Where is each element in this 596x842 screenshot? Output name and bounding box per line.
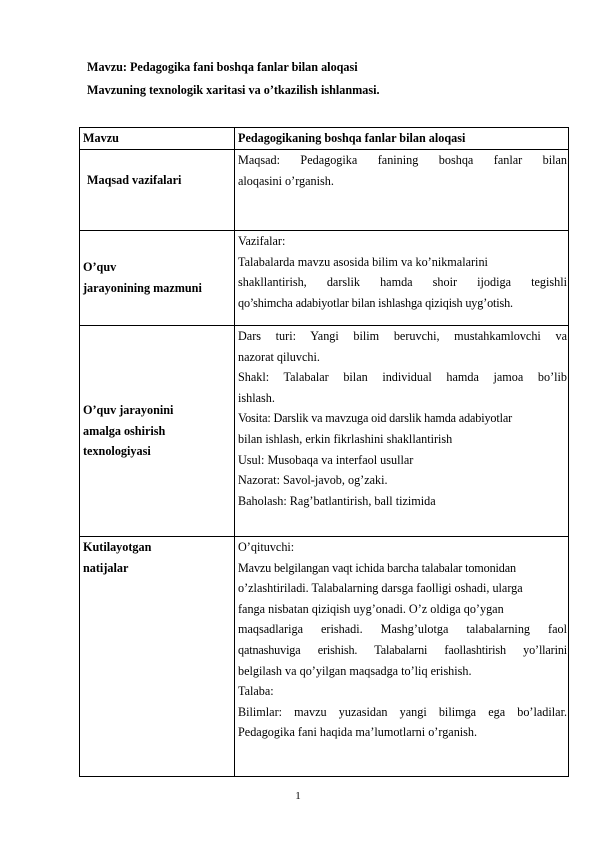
content-label bbox=[80, 231, 235, 326]
technology-cell bbox=[235, 326, 569, 537]
content-line-2: Talabalarda mavzu asosida bilim va ko’nikmalarini bbox=[238, 254, 488, 269]
results-line-4: fanga nisbatan qiziqish uyg’onadi. O’z oldiga qo’ygan bbox=[238, 601, 504, 616]
content-line-4: qo’shimcha adabiyotlar bilan ishlashga qiziqish uyg’otish. bbox=[238, 295, 513, 310]
content-line-3: shakllantirish, darslik hamda shoir ijodiga tegishli bbox=[238, 275, 567, 290]
results-label bbox=[80, 537, 235, 777]
topic-label: Mavzu bbox=[80, 128, 235, 150]
table-row-results bbox=[80, 537, 569, 777]
technology-label-line-1: O’quv jarayonini bbox=[83, 403, 174, 418]
goal-cell bbox=[235, 150, 569, 231]
technology-label-line-3: texnologiyasi bbox=[83, 444, 151, 459]
goal-label-text: Maqsad vazifalari bbox=[87, 172, 182, 187]
content-label-line-1: O’quv bbox=[83, 260, 117, 275]
results-line-8: Talaba: bbox=[238, 684, 274, 699]
table-row-content bbox=[80, 231, 569, 326]
page-number: 1 bbox=[295, 790, 301, 802]
results-cell bbox=[235, 537, 569, 777]
table-row-goal bbox=[80, 150, 569, 231]
results-line-1: O’qituvchi: bbox=[238, 540, 295, 554]
technology-line-4: ishlash. bbox=[238, 390, 275, 405]
results-line-7: belgilash va qo’yilgan maqsadga to’liq erishish. bbox=[238, 663, 472, 678]
results-line-9: Bilimlar: mavzu yuzasidan yangi bilimga ega bo’ladilar. bbox=[238, 704, 567, 719]
technology-line-8: Nazorat: Savol-javob, og’zaki. bbox=[238, 473, 388, 488]
technology-line-3: Shakl: Talabalar bilan individual hamda jamoa bo’lib bbox=[238, 370, 567, 385]
table-row-technology bbox=[80, 326, 569, 537]
technology-map-table bbox=[79, 127, 569, 777]
document-subtitle: Mavzuning texnologik xaritasi va o’tkazilish ishlanmasi. bbox=[87, 83, 380, 97]
technology-line-2: nazorat qiluvchi. bbox=[238, 349, 320, 364]
technology-line-6: bilan ishlash, erkin fikrlashini shakllantirish bbox=[238, 431, 453, 446]
results-label-line-2: natijalar bbox=[83, 560, 129, 575]
results-line-2: Mavzu belgilangan vaqt ichida barcha talabalar tomonidan bbox=[238, 560, 516, 575]
technology-line-7: Usul: Musobaqa va interfaol usullar bbox=[238, 452, 414, 467]
results-line-6: qatnashuviga erishish. Talabalarni faollashtirish yo’llarini bbox=[238, 642, 567, 657]
content-line-1: Vazifalar: bbox=[238, 234, 286, 248]
document-title: Mavzu: Pedagogika fani boshqa fanlar bilan aloqasi bbox=[87, 60, 358, 74]
content-label-line-2: jarayonining mazmuni bbox=[83, 281, 202, 295]
goal-label bbox=[80, 150, 235, 231]
topic-value: Pedagogikaning boshqa fanlar bilan aloqasi bbox=[235, 128, 569, 150]
results-line-5: maqsadlariga erishadi. Mashg’ulotga talabalarning faol bbox=[238, 622, 567, 637]
technology-label-line-2: amalga oshirish bbox=[83, 423, 166, 438]
results-line-10: Pedagogika fani haqida ma’lumotlarni o’rganish. bbox=[238, 725, 478, 740]
goal-line-1: Maqsad: Pedagogika fanining boshqa fanlar bilan bbox=[238, 153, 567, 167]
technology-label bbox=[80, 326, 235, 537]
results-label-line-1: Kutilayotgan bbox=[83, 540, 152, 554]
technology-line-9: Baholash: Rag’batlantirish, ball tizimida bbox=[238, 493, 436, 508]
table-row-topic bbox=[80, 128, 569, 150]
results-line-3: o’zlashtiriladi. Talabalarning darsga faolligi oshadi, ularga bbox=[238, 581, 523, 596]
goal-line-2: aloqasini o’rganish. bbox=[238, 173, 334, 188]
technology-line-5: Vosita: Darslik va mavzuga oid darslik hamda adabiyotlar bbox=[238, 411, 512, 426]
content-cell bbox=[235, 231, 569, 326]
technology-line-1: Dars turi: Yangi bilim beruvchi, mustahkamlovchi va bbox=[238, 329, 567, 343]
